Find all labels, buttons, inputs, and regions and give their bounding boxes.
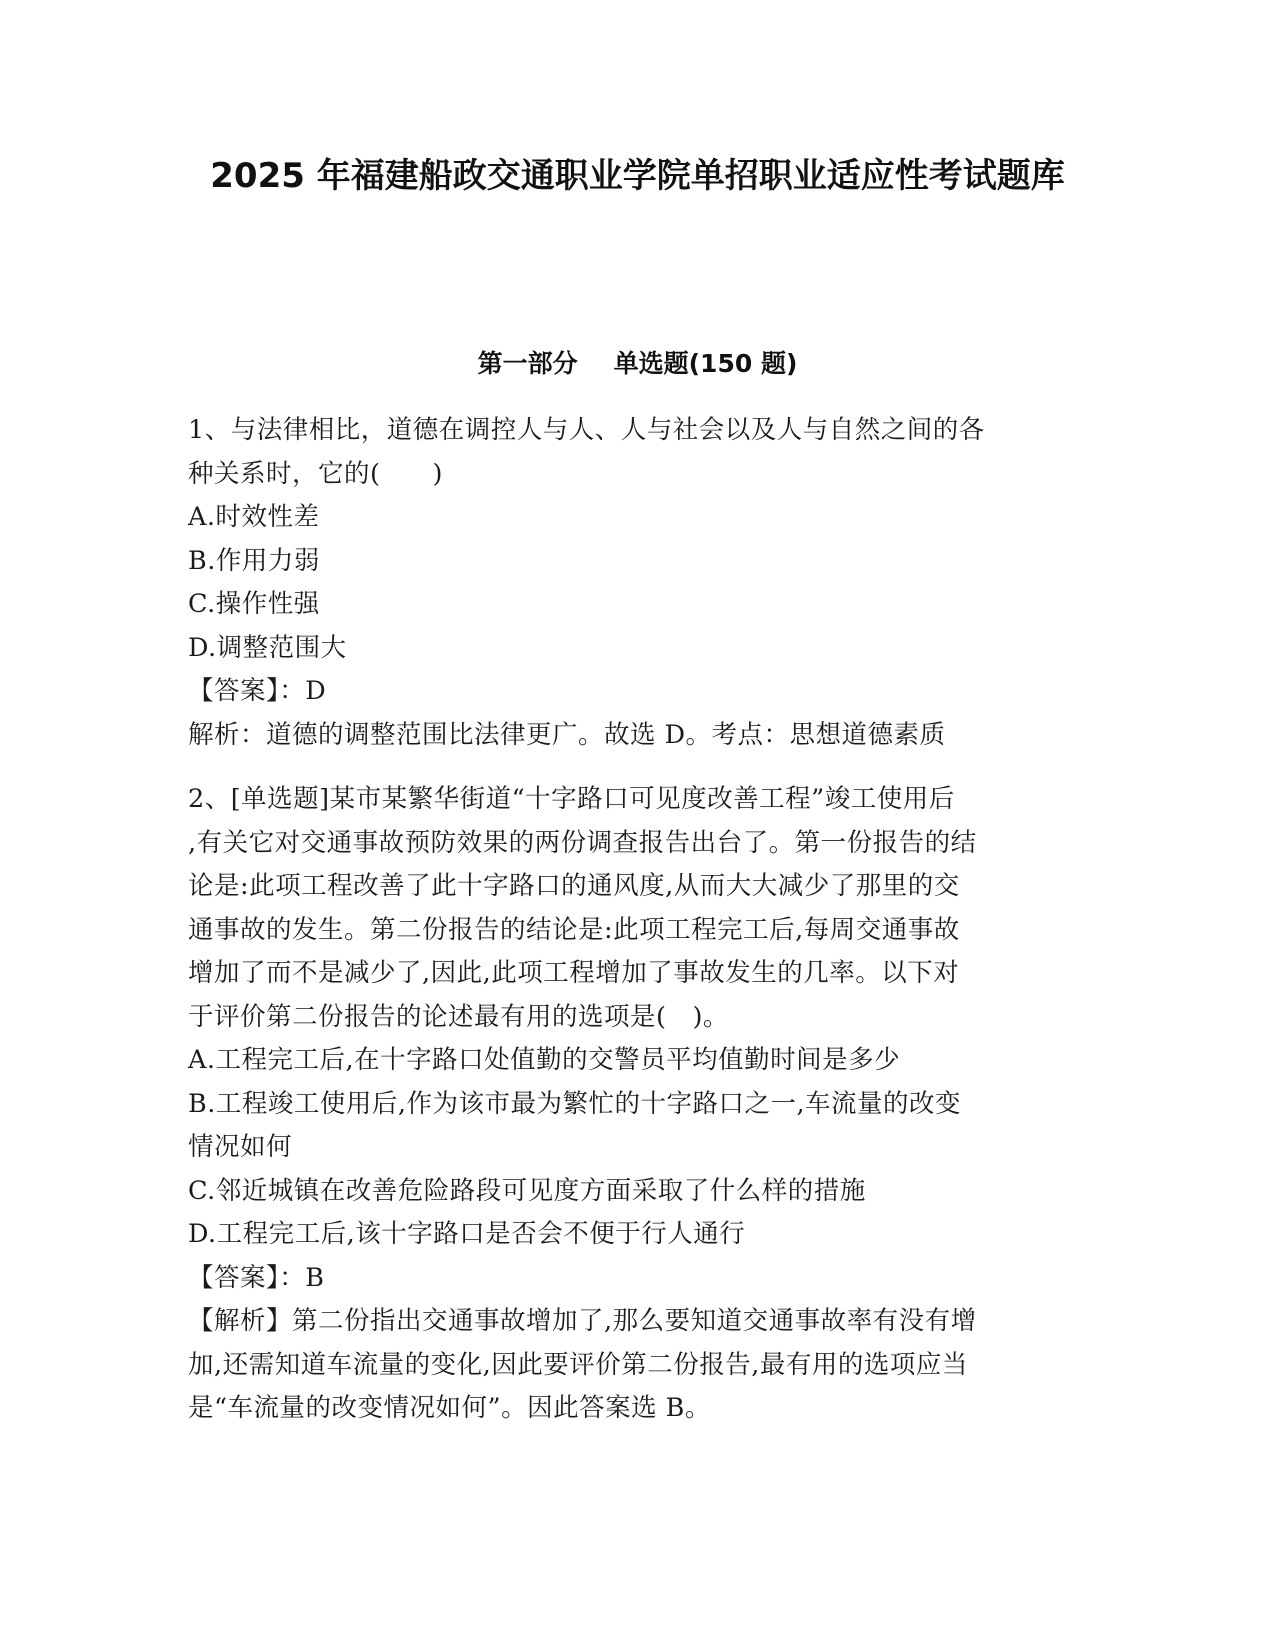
section-part: 第一部分	[477, 349, 578, 378]
option-b-continued: 情况如何	[188, 1132, 293, 1162]
option-b: B.作用力弱	[188, 545, 320, 576]
section-heading	[0, 346, 1275, 382]
question-stem-line: 2、[单选题]某市某繁华街道“十字路口可见度改善工程”竣工使用后	[188, 784, 955, 814]
analysis-line: 是“车流量的改变情况如何”。因此答案选 B。	[188, 1393, 711, 1423]
answer: 【答案】：B	[188, 1262, 325, 1293]
option-b: B.工程竣工使用后,作为该市最为繁忙的十字路口之一,车流量的改变	[188, 1088, 962, 1119]
option-a: A.时效性差	[188, 502, 320, 532]
question-2	[188, 778, 1068, 1431]
answer: 【答案】：D	[188, 676, 327, 706]
option-d: D.工程完工后,该十字路口是否会不便于行人通行	[188, 1219, 746, 1249]
option-c: C.邻近城镇在改善危险路段可见度方面采取了什么样的措施	[188, 1175, 866, 1206]
question-stem-line: 1、与法律相比，道德在调控人与人、人与社会以及人与自然之间的各	[188, 415, 985, 445]
option-c: C.操作性强	[188, 589, 320, 619]
question-stem-line: 种关系时，它的( )	[188, 458, 443, 489]
analysis-line: 加,还需知道车流量的变化,因此要评价第二份报告,最有用的选项应当	[188, 1349, 968, 1380]
question-stem-line: 论是:此项工程改善了此十字路口的通风度,从而大大减少了那里的交	[188, 871, 960, 901]
question-1	[188, 409, 1068, 757]
option-d: D.调整范围大	[188, 632, 347, 663]
question-stem-line: 增加了而不是减少了,因此,此项工程增加了事故发生的几率。以下对	[188, 958, 960, 988]
question-stem-line: 通事故的发生。第二份报告的结论是:此项工程完工后,每周交通事故	[188, 914, 960, 945]
section-label: 单选题(150 题)	[613, 349, 798, 378]
question-stem-line: 于评价第二份报告的论述最有用的选项是( )。	[188, 1001, 729, 1032]
question-stem-line: ,有关它对交通事故预防效果的两份调查报告出台了。第一份报告的结	[188, 827, 977, 858]
analysis-line: 【解析】第二份指出交通事故增加了,那么要知道交通事故率有没有增	[188, 1306, 977, 1336]
analysis-line: 解析：道德的调整范围比法律更广。故选 D。考点：思想道德素质	[188, 719, 946, 750]
document-title: 2025 年福建船政交通职业学院单招职业适应性考试题库	[210, 156, 1065, 196]
option-a: A.工程完工后,在十字路口处值勤的交警员平均值勤时间是多少	[188, 1045, 901, 1075]
